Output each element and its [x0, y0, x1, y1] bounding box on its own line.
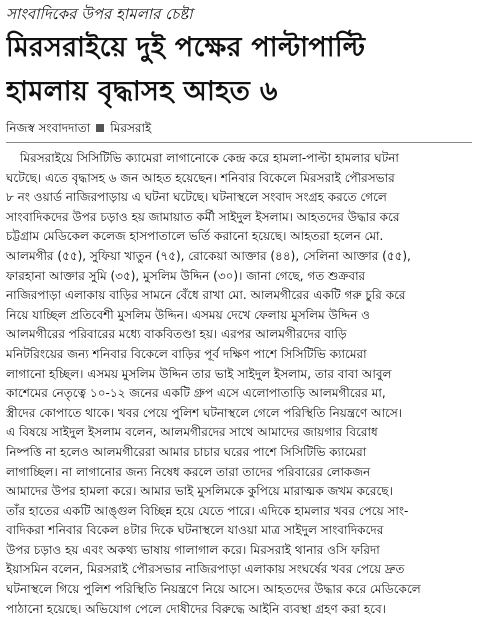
body-line: আমাদের উপর হামলা করে। আমার ভাই মুসলিমকে কুপিয়ে মারাত্মক জখম করেছে। — [6, 484, 393, 499]
byline-square-icon — [96, 124, 104, 132]
body-line: ৮ নং ওয়ার্ড নাজিরপাড়ায় এ ঘটনা ঘটেছে। ঘটনাস্থলে সংবাদ সংগ্রহ করতে গেলে — [6, 190, 387, 205]
body-line: উপর চড়াও হয় এবং অকথ্য ভাষায় গালাগাল করে। মিরসরাই থানার ওসি ফরিদা — [6, 542, 380, 557]
headline-line: হামলায় বৃদ্ধাসহ আহত ৬ — [6, 76, 278, 107]
byline — [6, 118, 472, 138]
byline-location: মিরসরাই — [110, 121, 152, 135]
body-line: পাঠানো হয়েছে। অভিযোগ পেলে দোষীদের বিরুদ্ধে আইনি ব্যবস্থা গ্রহণ করা হবে। — [6, 601, 386, 616]
body-line: নাজিরপাড়া এলাকায় বাড়ির সামনে বেঁধে রাখা মো. আলমগীরের একটি গরু চুরি করে — [6, 288, 406, 303]
body-line: স্ত্রীদের কোপাতে থাকে। খবর পেয়ে পুলিশ ঘটনাস্থলে গেলে পরিস্থিতি নিয়ন্ত্রণে আসে। — [6, 405, 403, 420]
body-line: লাগানো হচ্ছিল। এসময় মুসলিম উদ্দিন তার ভাই সাইদুল ইসলাম, তার বাবা আবুল — [6, 366, 392, 381]
body-line: নিষ্পত্তি না হলেও আলমগীরেরা আমার চাচার ঘরের পাশে সিসিটিভি ক্যামেরা — [6, 444, 367, 459]
headline-line: মিরসরাইয়ে দুই পক্ষের পাল্টাপাল্টি — [6, 32, 366, 63]
article-body — [6, 149, 472, 619]
body-line: নিয়ে যাচ্ছিল প্রতিবেশী মুসলিম উদ্দিন। এসময় দেখে ফেলায় মুসলিম উদ্দিন ও — [6, 307, 371, 322]
body-line: এ বিষয়ে সাইদুল ইসলাম বলেন, আলমগীরদের সাথে আমাদের জায়গার বিরোধ — [6, 425, 378, 440]
body-line: তাঁর হাতের একটি আঙ্গুল বিচ্ছিন্ন হয়ে যেতে পারে। এদিকে হামলার খবর পেয়ে সাং- — [6, 503, 409, 518]
body-line: মনিটরিংয়ের জন্য শনিবার বিকেলে বাড়ির পূর্ব দক্ষিণ পাশে সিসিটিভি ক্যামেরা — [6, 346, 367, 361]
body-line: মিরসরাইয়ে সিসিটিভি ক্যামেরা লাগানোকে কেন্দ্র করে হামলা-পাল্টা হামলার ঘটনা — [20, 151, 399, 165]
body-line: লাগাচ্ছিল। না লাগানোর জন্য নিষেধ করলে তারা তাদের পরিবারের লোকজন — [6, 464, 371, 479]
body-line: ঘটেছে। এতে বৃদ্ধাসহ ৬ জন আহত হয়েছেন। শনিবার বিকেলে মিরসরাই পৌরসভার — [6, 170, 395, 185]
body-line: ফারহানা আক্তার সুমি (৩৫), মুসলিম উদ্দিন (৩০)। জানা গেছে, গত শুক্রবার — [6, 268, 366, 283]
article-kicker: সাংবাদিকের উপর হামলার চেষ্টা — [6, 5, 193, 23]
byline-reporter: নিজস্ব সংবাদদাতা — [6, 121, 91, 135]
article-headline — [6, 26, 472, 114]
body-line: কাশেমের নেতৃত্বে ১০-১২ জনের একটি গ্রুপ এসে এলোপাতাড়ি আলমগীরের মা, — [6, 386, 386, 401]
body-line: ইয়াসমিন বলেন, মিরসরাই পৌরসভার নাজিরপাড়া এলাকায় সংঘর্ষের খবর পেয়ে দ্রুত — [6, 562, 405, 577]
body-line: সাংবাদিকদের উপর চড়াও হয় জামায়াত কর্মী সাইদুল ইসলাম। আহতদের উদ্ধার করে — [6, 209, 400, 224]
body-line: আলমগীর (৫৫), সুফিয়া খাতুন (৭৫), রোকেয়া আক্তার (৪৪), সেলিনা আক্তার (৫৫), — [6, 248, 411, 263]
body-line: ঘটনাস্থলে গিয়ে পুলিশ পরিস্থিতি নিয়ন্ত্রণে নিয়ে আসে। আহতদের উদ্ধার করে মেডিকেলে — [6, 582, 421, 597]
body-line: বাদিকরা শনিবার বিকেল ৪টার দিকে ঘটনাস্থলে যাওয়া মাত্র সাইদুল সাংবাদিকদের — [6, 523, 384, 538]
divider — [6, 142, 472, 143]
body-line: চট্টগ্রাম মেডিকেল কলেজ হাসপাতালে ভর্তি করানো হয়েছে। আহতরা হলেন মো. — [6, 229, 384, 244]
body-line: আলমগীরের পরিবারের মধ্যে বাকবিতণ্ডা হয়। এরপর আলমগীরদের বাড়ি — [6, 327, 347, 342]
